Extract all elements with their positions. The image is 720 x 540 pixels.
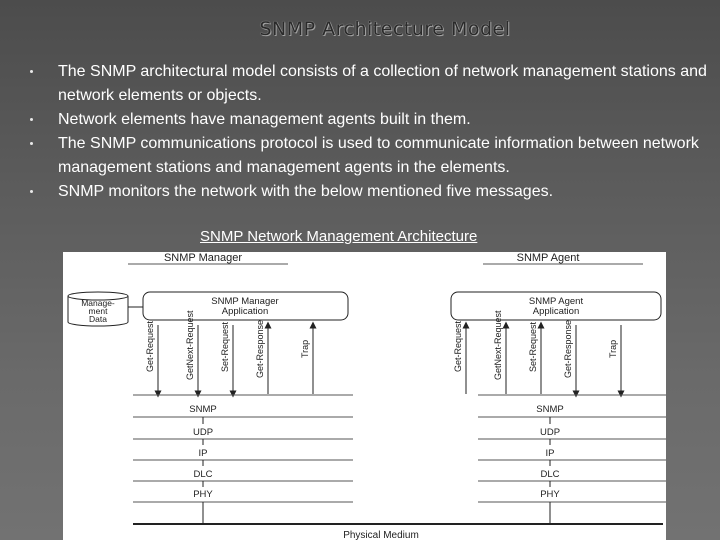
architecture-svg (63, 252, 666, 540)
bullet-item (30, 60, 710, 108)
agent-app-label: Application (532, 306, 580, 317)
snmp-architecture-diagram (63, 252, 666, 540)
bullet-item (30, 180, 710, 204)
manager-msg-label: Set-Request (220, 321, 230, 372)
manager-msg-label: Trap (300, 339, 310, 358)
manager-app-label: SNMP Manager (211, 296, 279, 307)
agent-layer-phy: PHY (540, 489, 560, 500)
agent-layer-ip: IP (545, 448, 555, 459)
manager-header: SNMP Manager (163, 252, 243, 264)
bullet-list (30, 60, 710, 204)
manager-messages (145, 310, 313, 394)
agent-messages (453, 310, 621, 394)
database-label: Manage- (81, 298, 115, 308)
bullet-item (30, 108, 710, 132)
slide-title: SNMP Architecture Model (259, 18, 511, 40)
agent-layer-dlc: DLC (540, 469, 560, 480)
manager-app-label: Application (221, 306, 269, 317)
bullet-dot-icon (30, 190, 33, 193)
manager-layer-phy: PHY (193, 489, 213, 500)
agent-app-label: SNMP Agent (528, 296, 584, 307)
diagram-caption: SNMP Network Management Architecture (200, 228, 478, 245)
bullet-text: The SNMP communications protocol is used to communicate information between network management stations and management agents in the elements. (58, 135, 699, 176)
database-label: Data (89, 314, 107, 324)
manager-protocol-stack (133, 395, 353, 524)
agent-msg-label: Get-Response (563, 319, 573, 378)
database-label: ment (88, 306, 108, 316)
manager-layer-ip: IP (198, 448, 208, 459)
bullet-dot-icon (30, 70, 33, 73)
manager-msg-label: Get-Response (255, 319, 265, 378)
bullet-dot-icon (30, 142, 33, 145)
agent-msg-label: GetNext-Request (493, 310, 503, 380)
bullet-dot-icon (30, 118, 33, 121)
agent-msg-label: Trap (608, 339, 618, 358)
physical-medium-label: Physical Medium (343, 530, 419, 540)
manager-layer-dlc: DLC (193, 469, 213, 480)
agent-header: SNMP Agent (516, 252, 580, 264)
manager-msg-label: GetNext-Request (185, 310, 195, 380)
bullet-text: SNMP monitors the network with the below mentioned five messages. (58, 183, 554, 200)
manager-msg-label: Get-Request (145, 320, 155, 372)
manager-layer-snmp: SNMP (189, 404, 217, 415)
agent-layer-udp: UDP (539, 427, 561, 438)
agent-protocol-stack (478, 395, 666, 524)
agent-msg-label: Get-Request (453, 320, 463, 372)
agent-msg-label: Set-Request (528, 321, 538, 372)
bullet-text: The SNMP architectural model consists of a collection of network management stations and network elements or objects. (58, 63, 707, 104)
agent-layer-snmp: SNMP (536, 404, 564, 415)
manager-layer-udp: UDP (192, 427, 214, 438)
bullet-item (30, 132, 710, 180)
bullet-text: Network elements have management agents built in them. (58, 111, 471, 128)
